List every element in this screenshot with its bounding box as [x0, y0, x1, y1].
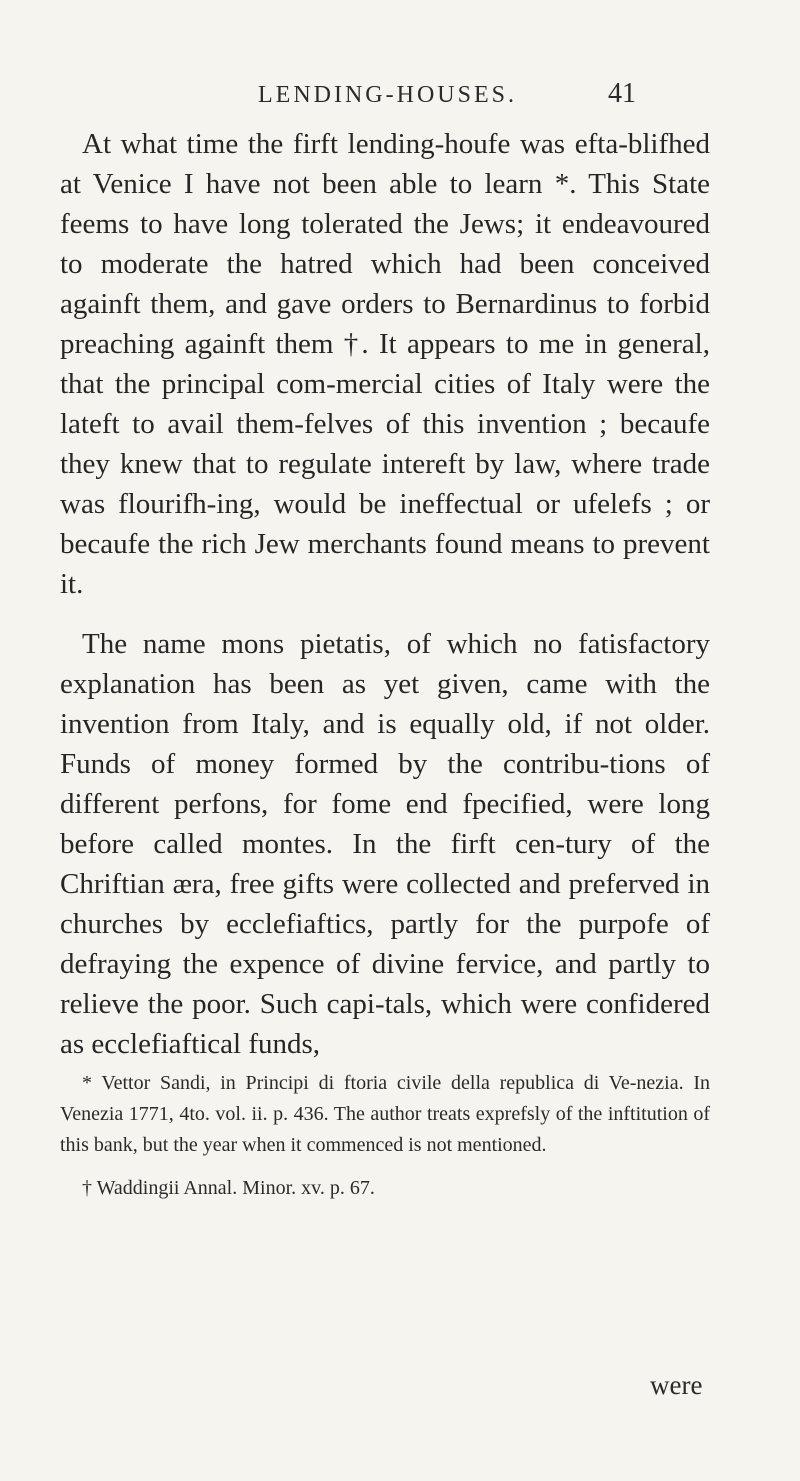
- footnotes: [60, 1068, 710, 1204]
- paragraph: At what time the firft lending-houfe was efta-blifhed at Venice I have not been able to learn *. This State feems to have long tolerated the Jews; it endeavoured to moderate the hatred which had been conceived againft them, and gave orders to Bernardinus to forbid preaching againft them †. It appears to me in general, that the principal com-mercial cities of Italy were the lateft to avail them-felves of this invention ; becaufe they knew that to regulate intereft by law, where trade was flourifh-ing, would be ineffectual or ufelefs ; or becaufe the rich Jew merchants found means to prevent it.: [60, 128, 710, 600]
- footnote: * Vettor Sandi, in Principi di ftoria civile della republica di Ve-nezia. In Venezia 1771, 4to. vol. ii. p. 436. The author treats exprefsly of the inftitution of this bank, but the year when it commenced is not mentioned.: [60, 1072, 710, 1156]
- footnote: † Waddingii Annal. Minor. xv. p. 67.: [82, 1177, 375, 1199]
- main-text: [60, 124, 710, 1064]
- page-header: [0, 78, 800, 118]
- paragraph: The name mons pietatis, of which no fatisfactory explanation has been as yet given, came with the invention from Italy, and is equally old, if not older. Funds of money formed by the contribu-tions of different perfons, for fome end fpecified, were long before called montes. In the firft cen-tury of the Chriftian æra, free gifts were collected and preferved in churches by ecclefiaftics, partly for the purpofe of defraying the expence of divine fervice, and partly to relieve the poor. Such capi-tals, which were confidered as ecclefiaftical funds,: [60, 628, 710, 1060]
- running-head: LENDING-HOUSES.: [258, 82, 517, 108]
- catchword: were: [650, 1370, 703, 1400]
- page-number: 41: [608, 78, 636, 109]
